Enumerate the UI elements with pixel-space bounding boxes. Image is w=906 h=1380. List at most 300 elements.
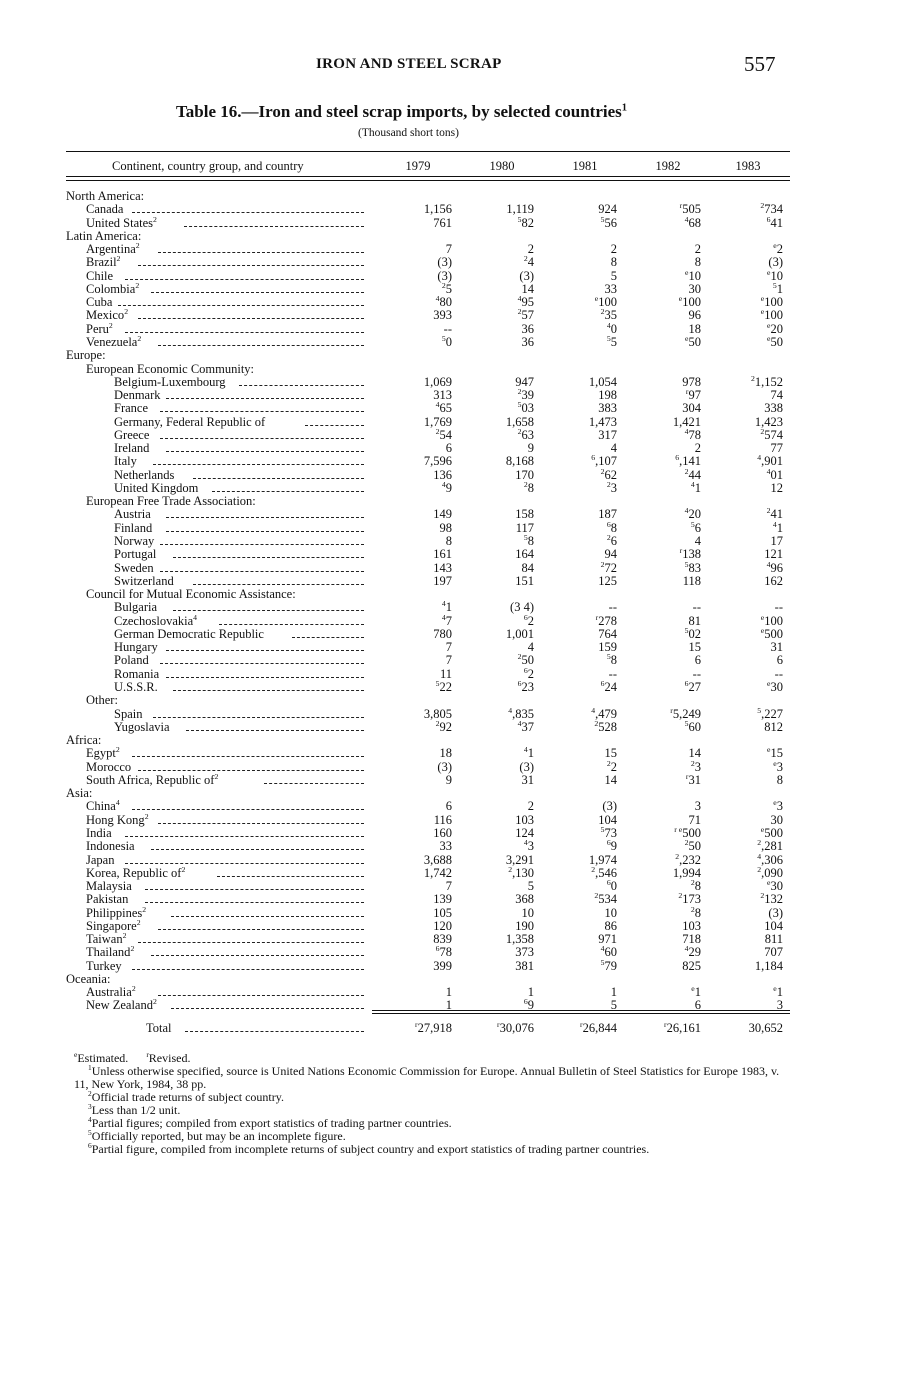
dot-leader [173, 557, 364, 558]
cell-1979: 120 [433, 918, 452, 933]
dot-leader [132, 212, 364, 213]
cell-1983: 707 [764, 945, 783, 960]
cell-1981: 86 [604, 918, 617, 933]
cell-1982: $^e$50 [685, 333, 701, 349]
cell-1979: 8 [445, 534, 452, 549]
cell-1980: 8,168 [505, 454, 534, 469]
cell-1982: 825 [682, 958, 701, 973]
table-row [0, 840, 906, 853]
total-row-line [0, 1019, 906, 1035]
cell-1981: (3) [602, 799, 617, 814]
row-label: Malaysia [86, 879, 132, 894]
cell-1980: $^4$3 [523, 838, 534, 854]
dot-leader [160, 438, 364, 439]
cell-1979: 139 [433, 892, 452, 907]
cell-1983: $^e$500 [760, 625, 783, 641]
row-label: Italy [114, 454, 137, 469]
row-label: Finland [114, 520, 153, 535]
cell-1983: 3 [776, 998, 783, 1013]
cell-1981: $^6$0 [606, 877, 617, 894]
cell-1982: $^e$10 [685, 267, 701, 283]
row-label: Africa: [66, 733, 102, 748]
dot-leader [153, 464, 364, 465]
cell-1979: 143 [433, 560, 452, 575]
cell-1980: $^2$57 [517, 307, 534, 323]
cell-1982: 1,994 [672, 865, 701, 880]
row-label: Council for Mutual Economic Assistance: [86, 587, 296, 602]
cell-1979: 3,805 [423, 706, 452, 721]
row-label: Morocco [86, 759, 132, 774]
footnote: $^3$Less than 1/2 unit. [88, 1102, 181, 1117]
dot-leader [185, 1031, 364, 1032]
cell-1979: $^4$1 [441, 599, 452, 615]
row-label: Romania [114, 666, 160, 681]
cell-1983: 30,652 [748, 1021, 783, 1035]
row-label: Argentina$^2$ [86, 240, 140, 257]
cell-1981: 2 [610, 242, 617, 257]
cell-1983: $^4$,306 [757, 851, 783, 867]
cell-1979: $^4$65 [435, 400, 452, 416]
cell-1982: 718 [682, 932, 701, 947]
table-title [176, 102, 627, 122]
cell-1980: 158 [515, 507, 534, 522]
cell-1981: 94 [604, 547, 617, 562]
cell-1980: $^4$,835 [508, 705, 534, 721]
cell-1982: $^r$138 [679, 546, 701, 562]
cell-1982: 978 [682, 374, 701, 389]
cell-1982: $^2$50 [684, 838, 701, 854]
row-label: China$^4$ [86, 798, 120, 814]
cell-1981: $^5$73 [600, 824, 617, 840]
table-row [0, 747, 906, 760]
table-row [0, 363, 906, 376]
cell-1979: -- [443, 321, 452, 336]
cell-1980: $^2$8 [523, 479, 534, 495]
cell-1982: $^r$97 [685, 386, 701, 403]
table-title-text: Table 16.—Iron and steel scrap imports, by selected countries [176, 102, 622, 121]
dot-leader [158, 823, 364, 824]
row-label: Spain [114, 706, 143, 721]
cell-1980: 10 [521, 905, 534, 920]
cell-1980: 36 [521, 321, 534, 336]
table-row [0, 588, 906, 601]
running-title: IRON AND STEEL SCRAP [316, 56, 502, 72]
cell-1981: 4 [610, 441, 617, 456]
row-label: Belgium-Luxembourg [114, 374, 226, 389]
dot-leader [160, 571, 364, 572]
dot-leader [217, 876, 364, 877]
cell-1982: 2 [694, 242, 701, 257]
cell-1980: (3 4) [510, 600, 534, 615]
row-label: Total [146, 1021, 172, 1035]
table-row [0, 641, 906, 654]
cell-1982: $^4$1 [690, 479, 701, 495]
cell-1982: $^4$29 [684, 944, 701, 960]
row-label: Mexico$^2$ [86, 307, 129, 323]
footnotes [74, 1052, 794, 1156]
row-label: Japan [86, 852, 115, 867]
cell-1981: 187 [598, 507, 617, 522]
cell-1979: 18 [439, 746, 452, 761]
cell-1983: $^4$1 [772, 519, 783, 535]
cell-1980: 373 [515, 945, 534, 960]
cell-1980: (3) [519, 268, 534, 283]
cell-1979: $^2$5 [441, 280, 452, 296]
table-row [0, 280, 906, 296]
footnote: $^2$Official trade returns of subject country. [88, 1089, 284, 1104]
row-label: France [114, 401, 149, 416]
cell-1980: 117 [515, 520, 534, 535]
cell-1983: $^e$100 [760, 294, 783, 310]
cell-1982: $^e$1 [691, 984, 701, 1000]
cell-1983: (3) [768, 255, 783, 270]
dot-leader [158, 929, 364, 930]
row-label: Australia$^2$ [86, 984, 136, 1000]
cell-1980: 164 [515, 547, 534, 562]
row-label: Other: [86, 693, 118, 708]
cell-1983: 812 [764, 719, 783, 734]
cell-1980: $^4$95 [517, 294, 534, 310]
cell-1980: 84 [521, 560, 534, 575]
cell-1979: 160 [433, 825, 452, 840]
cell-1980: 124 [515, 825, 534, 840]
cell-1983: 74 [770, 388, 783, 403]
cell-1983: 12 [770, 480, 783, 495]
dot-leader [166, 650, 364, 651]
cell-1979: 1 [445, 985, 452, 1000]
cell-1979: $^4$9 [441, 479, 452, 495]
cell-1979: 98 [439, 520, 452, 535]
cell-1981: $^2$534 [594, 891, 617, 907]
dot-leader [171, 1008, 364, 1009]
dot-leader [125, 836, 364, 837]
cell-1979: $^4$80 [435, 294, 452, 310]
table-row [0, 771, 906, 787]
cell-1981: $^6$9 [606, 838, 617, 854]
row-label: Canada [86, 202, 124, 217]
cell-1981: 10 [604, 905, 617, 920]
row-label: Egypt$^2$ [86, 745, 120, 761]
row-label: North America: [66, 189, 145, 203]
table-row [0, 678, 906, 694]
dot-leader [125, 863, 364, 864]
cell-1979: 393 [433, 308, 452, 323]
cell-1980: $^6$2 [523, 612, 534, 628]
cell-1979: 1,769 [423, 414, 452, 429]
cell-1979: (3) [437, 268, 452, 283]
column-header-1982: 1982 [655, 159, 681, 173]
dot-leader [151, 292, 364, 293]
table-row [0, 824, 906, 840]
table-title-note: 1 [621, 102, 628, 114]
cell-1982: $^r$31 [685, 771, 701, 787]
table-row [0, 333, 906, 349]
cell-1982: $^2$44 [684, 466, 701, 482]
row-label: Chile [86, 268, 114, 283]
cell-1981: $^2$72 [600, 559, 617, 575]
cell-1983: $^e$3 [773, 798, 783, 814]
row-label: Hong Kong$^2$ [86, 811, 149, 827]
cell-1982: $^2$173 [678, 891, 701, 907]
cell-1980: 947 [515, 374, 534, 389]
table-row [0, 519, 906, 535]
dot-leader [212, 491, 364, 492]
cell-1982: $^r$505 [679, 201, 701, 217]
cell-1983: $^2$132 [760, 891, 783, 907]
cell-1982: $^{r e}$500 [674, 824, 701, 840]
cell-1983: 1,184 [754, 958, 783, 973]
cell-1983: $^e$100 [760, 307, 783, 323]
cell-1983: $^4$,901 [757, 453, 783, 469]
cell-1980: 14 [521, 281, 534, 296]
cell-1979: 761 [433, 215, 452, 230]
cell-1979: 136 [433, 467, 452, 482]
column-header-1979: 1979 [405, 159, 431, 173]
table-row [0, 705, 906, 721]
cell-1980: $^6$2 [523, 665, 534, 681]
cell-1980: $^6$23 [517, 678, 534, 694]
table-row [0, 811, 906, 827]
cell-1982: $^2$3 [690, 758, 701, 774]
cell-1982: $^5$83 [684, 559, 701, 575]
column-header-1981: 1981 [572, 159, 598, 173]
cell-1980: $^4$1 [523, 745, 534, 761]
page-number: 557 [744, 52, 776, 76]
cell-1979: $^6$78 [435, 944, 452, 960]
cell-1981: 5 [610, 268, 617, 283]
cell-1982: 15 [688, 640, 701, 655]
cell-1980: $^2$4 [523, 254, 534, 270]
cell-1981: 8 [610, 255, 617, 270]
row-label: Czechoslovakia$^4$ [114, 612, 198, 628]
cell-1983: $^e$100 [760, 612, 783, 628]
dot-leader [193, 478, 364, 479]
row-label: Latin America: [66, 228, 142, 243]
cell-1982: 118 [682, 573, 701, 588]
cell-1980: $^4$37 [517, 718, 534, 734]
cell-1983: 162 [764, 573, 783, 588]
table-row [0, 612, 906, 628]
cell-1981: $^2$528 [594, 718, 617, 734]
cell-1980: 4 [527, 640, 534, 655]
cell-1983: $^e$50 [767, 333, 783, 349]
cell-1980: 368 [515, 892, 534, 907]
table-row [0, 214, 906, 230]
cell-1981: $^2$3 [606, 479, 617, 495]
row-label: Venezuela$^2$ [86, 333, 142, 349]
dot-leader [138, 265, 364, 266]
cell-1979: 105 [433, 905, 452, 920]
cell-1982: -- [692, 600, 701, 615]
row-label: Korea, Republic $of^2$ [86, 864, 186, 880]
cell-1980: 36 [521, 334, 534, 349]
cell-1983: $^4$01 [766, 466, 783, 482]
dot-leader [264, 783, 364, 784]
cell-1982: 2 [694, 441, 701, 456]
cell-1980: (3) [519, 759, 534, 774]
cell-1979: 1,742 [423, 865, 452, 880]
cell-1980: $^2$,130 [508, 864, 534, 880]
cell-1982: $^2$8 [690, 877, 701, 894]
cell-1980: 2 [527, 242, 534, 257]
dot-leader [132, 809, 364, 810]
cell-1981: $^4$,479 [591, 705, 617, 721]
cell-1980: 1,658 [505, 414, 534, 429]
cell-1980: 190 [515, 918, 534, 933]
cell-1979: 7 [445, 879, 452, 894]
row-label: Ireland [114, 441, 150, 456]
dot-leader [132, 756, 364, 757]
cell-1980: 5 [527, 879, 534, 894]
cell-1979: 11 [439, 666, 452, 681]
cell-1981: $^5$5 [606, 333, 617, 349]
cell-1983: $^e$30 [767, 877, 783, 894]
table-row [0, 973, 906, 986]
cell-1981: 924 [598, 202, 617, 217]
row-label: Poland [114, 653, 149, 668]
table-row [0, 758, 906, 774]
cell-1982: $^r$26,161 [664, 1019, 701, 1035]
cell-1981: 971 [598, 932, 617, 947]
table-row [0, 386, 906, 403]
cell-1983: $^2$,281 [757, 838, 783, 854]
cell-1982: $^5$6 [690, 519, 701, 535]
cell-1981: 764 [598, 626, 617, 641]
dot-leader [160, 411, 364, 412]
cell-1981: 5 [610, 998, 617, 1013]
cell-1982: 304 [682, 401, 701, 416]
dot-leader [173, 690, 364, 691]
column-header-1980: 1980 [489, 159, 515, 173]
cell-1983: 104 [764, 918, 783, 933]
cell-1981: $^2$35 [600, 307, 617, 323]
row-label: Peru$^2$ [86, 320, 113, 336]
row-label: Turkey [86, 958, 122, 973]
cell-1981: $^6$,107 [591, 453, 617, 469]
cell-1981: $^5$79 [600, 957, 617, 973]
table-row [0, 426, 906, 442]
cell-1982: 1,421 [672, 414, 701, 429]
dot-leader [138, 770, 364, 771]
cell-1983: 338 [764, 401, 783, 416]
cell-1982: 81 [688, 613, 701, 628]
cell-1982: 18 [688, 321, 701, 336]
cell-1981: 1,473 [588, 414, 617, 429]
cell-1979: $^5$0 [441, 333, 452, 349]
row-label: Switzerland [114, 573, 174, 588]
cell-1979: $^2$92 [435, 718, 452, 734]
cell-1981: $^6$24 [600, 678, 617, 694]
cell-1979: 6 [445, 441, 452, 456]
dot-leader [160, 544, 364, 545]
dot-leader [125, 332, 364, 333]
cell-1983: 77 [770, 441, 783, 456]
table-row [0, 957, 906, 973]
cell-1979: (3) [437, 255, 452, 270]
total-rule [372, 1010, 790, 1014]
cell-1981: $^2$,546 [591, 864, 617, 880]
cell-1980: 381 [515, 958, 534, 973]
footnote: $^5$Officially reported, but may be an incomplete figure. [88, 1128, 346, 1143]
dot-leader [305, 425, 364, 426]
cell-1979: $^r$27,918 [415, 1019, 452, 1035]
cell-1983: $^2$,090 [757, 864, 783, 880]
cell-1980: 3,291 [505, 852, 534, 867]
row-label: Greece [114, 427, 150, 442]
row-label: Germany, Federal Republic of [114, 414, 266, 429]
cell-1983: 121 [764, 547, 783, 562]
table-row [0, 787, 906, 800]
dot-leader [118, 305, 364, 306]
table-row [0, 559, 906, 575]
dot-leader [160, 663, 364, 664]
cell-1983: $^e$15 [767, 745, 783, 761]
row-label: Sweden [114, 560, 154, 575]
dot-leader [292, 637, 364, 638]
cell-1980: 2 [527, 799, 534, 814]
cell-1982: $^4$78 [684, 426, 701, 442]
cell-1980: $^2$50 [517, 652, 534, 668]
table-row [0, 466, 906, 482]
cell-1983: 30 [770, 812, 783, 827]
row-label: German Democratic Republic [114, 626, 264, 641]
cell-1979: 313 [433, 388, 452, 403]
cell-1981: 33 [604, 281, 617, 296]
footnote: $^e$Estimated. $^r$Revised. [74, 1050, 191, 1065]
cell-1981: -- [608, 600, 617, 615]
cell-1983: $^2$574 [760, 426, 783, 442]
table-row [0, 373, 906, 389]
column-header-1983: 1983 [735, 159, 761, 173]
cell-1983: 8 [776, 772, 783, 787]
cell-1980: $^6$9 [523, 997, 534, 1013]
table-row [0, 694, 906, 707]
table-header-rule [66, 176, 790, 181]
cell-1982: 96 [688, 308, 701, 323]
cell-1983: $^e$1 [773, 984, 783, 1000]
cell-1983: 17 [770, 534, 783, 549]
row-label: Oceania: [66, 971, 111, 986]
row-label: European Economic Community: [86, 361, 255, 376]
row-label: Portugal [114, 547, 157, 562]
cell-1983: 811 [764, 932, 783, 947]
dot-leader [166, 398, 364, 399]
row-label: Norway [114, 534, 155, 549]
cell-1981: $^r$26,844 [580, 1019, 617, 1035]
cell-1981: 159 [598, 640, 617, 655]
cell-1982: 3 [694, 799, 701, 814]
row-label: Pakistan [86, 892, 129, 907]
cell-1979: 9 [445, 772, 452, 787]
cell-1983: $^5$1 [772, 280, 783, 296]
cell-1981: 1 [610, 985, 617, 1000]
cell-1982: 4 [694, 534, 701, 549]
row-label: Colombia$^2$ [86, 280, 140, 296]
cell-1980: $^r$30,076 [497, 1019, 534, 1035]
cell-1981: -- [608, 666, 617, 681]
cell-1981: 317 [598, 427, 617, 442]
table-row [0, 575, 906, 588]
cell-1979: 197 [433, 573, 452, 588]
cell-1980: 170 [515, 467, 534, 482]
table-subtitle: (Thousand short tons) [358, 127, 459, 139]
cell-1983: $^e$10 [767, 267, 783, 283]
dot-leader [166, 451, 364, 452]
cell-1979: 33 [439, 839, 452, 854]
cell-1983: $^4$96 [766, 559, 783, 575]
cell-1980: 9 [527, 441, 534, 456]
table-row [0, 800, 906, 813]
